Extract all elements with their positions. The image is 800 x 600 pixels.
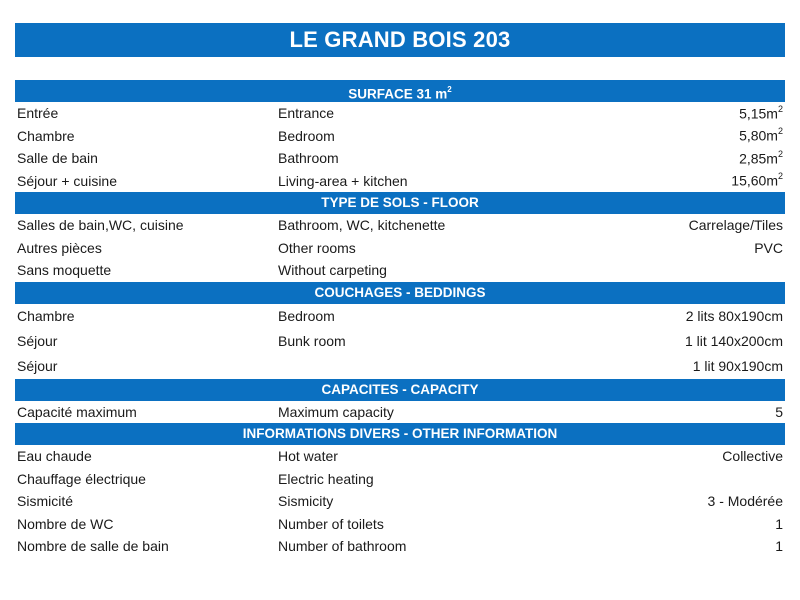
table-row bbox=[15, 102, 785, 125]
value: 1 bbox=[775, 515, 783, 532]
label-en: Hot water bbox=[278, 448, 338, 465]
table-row bbox=[15, 490, 785, 513]
table-row bbox=[15, 147, 785, 170]
label-en: Bunk room bbox=[278, 333, 346, 349]
superscript: 2 bbox=[777, 126, 783, 137]
label-fr: Sismicité bbox=[17, 493, 74, 510]
label-fr: Salle de bain bbox=[17, 150, 98, 167]
value: Collective bbox=[722, 448, 783, 465]
label-en: Bathroom, WC, kitchenette bbox=[278, 217, 446, 234]
value-cell bbox=[578, 172, 785, 189]
table-row bbox=[15, 125, 785, 148]
table-row bbox=[15, 535, 785, 558]
label-fr: Nombre de WC bbox=[17, 515, 114, 532]
table-row bbox=[15, 354, 785, 379]
value: 1 lit 90x190cm bbox=[692, 358, 783, 374]
superscript: 2 bbox=[777, 171, 783, 182]
value: 5,80m bbox=[739, 128, 778, 145]
label-en: Bedroom bbox=[278, 127, 335, 144]
label-fr: Salles de bain,WC, cuisine bbox=[17, 217, 184, 234]
superscript: 2 bbox=[447, 85, 452, 94]
label-fr: Séjour bbox=[17, 358, 58, 374]
page-title: LE GRAND BOIS 203 bbox=[15, 23, 785, 57]
table-row bbox=[15, 401, 785, 424]
table-row bbox=[15, 259, 785, 282]
label-en: Electric heating bbox=[278, 470, 374, 487]
table-row bbox=[15, 304, 785, 329]
label-fr: Chauffage électrique bbox=[17, 470, 146, 487]
section-header-label: SURFACE 31 m bbox=[348, 86, 448, 102]
section-header-capacity: CAPACITES - CAPACITY bbox=[15, 379, 785, 401]
label-en: Entrance bbox=[278, 105, 335, 122]
table-row bbox=[15, 513, 785, 536]
label-fr: Capacité maximum bbox=[17, 403, 137, 420]
table-row bbox=[15, 214, 785, 237]
value: 5 bbox=[775, 403, 783, 420]
table-row bbox=[15, 237, 785, 260]
value: Carrelage/Tiles bbox=[688, 217, 783, 234]
label-fr: Séjour bbox=[17, 333, 58, 349]
section-header-surface bbox=[15, 80, 785, 102]
value: 15,60m bbox=[731, 173, 778, 190]
value-cell bbox=[578, 150, 785, 167]
label-fr: Autres pièces bbox=[17, 239, 102, 256]
label-fr: Entrée bbox=[17, 105, 59, 122]
label-en: Without carpeting bbox=[278, 262, 387, 279]
label-en: Bathroom bbox=[278, 150, 339, 167]
superscript: 2 bbox=[777, 148, 783, 159]
section-header-floor: TYPE DE SOLS - FLOOR bbox=[15, 192, 785, 214]
section-header-other-information: INFORMATIONS DIVERS - OTHER INFORMATION bbox=[15, 423, 785, 445]
label-en: Other rooms bbox=[278, 239, 356, 256]
value: 3 - Modérée bbox=[707, 493, 783, 510]
label-fr: Eau chaude bbox=[17, 448, 92, 465]
value: 1 bbox=[775, 538, 783, 555]
label-en: Bedroom bbox=[278, 308, 335, 324]
label-en: Maximum capacity bbox=[278, 403, 394, 420]
value: 1 lit 140x200cm bbox=[684, 333, 783, 349]
superscript: 2 bbox=[777, 103, 783, 114]
label-en: Number of toilets bbox=[278, 515, 384, 532]
value: 2 lits 80x190cm bbox=[685, 308, 783, 324]
label-en: Number of bathroom bbox=[278, 538, 407, 555]
label-fr: Chambre bbox=[17, 127, 75, 144]
label-en: Living-area + kitchen bbox=[278, 172, 408, 189]
table-row bbox=[15, 468, 785, 491]
table-row bbox=[15, 445, 785, 468]
section-header-beddings: COUCHAGES - BEDDINGS bbox=[15, 282, 785, 304]
value-cell bbox=[578, 105, 785, 122]
table-row bbox=[15, 329, 785, 354]
label-fr: Sans moquette bbox=[17, 262, 112, 279]
value: 2,85m bbox=[739, 150, 778, 167]
value: PVC bbox=[754, 239, 783, 256]
label-fr: Chambre bbox=[17, 308, 75, 324]
value: 5,15m bbox=[739, 105, 778, 122]
label-fr: Nombre de salle de bain bbox=[17, 538, 169, 555]
table-row bbox=[15, 170, 785, 193]
label-fr: Séjour + cuisine bbox=[17, 172, 118, 189]
value-cell bbox=[578, 127, 785, 144]
info-sheet bbox=[15, 80, 785, 558]
label-en: Sismicity bbox=[278, 493, 334, 510]
